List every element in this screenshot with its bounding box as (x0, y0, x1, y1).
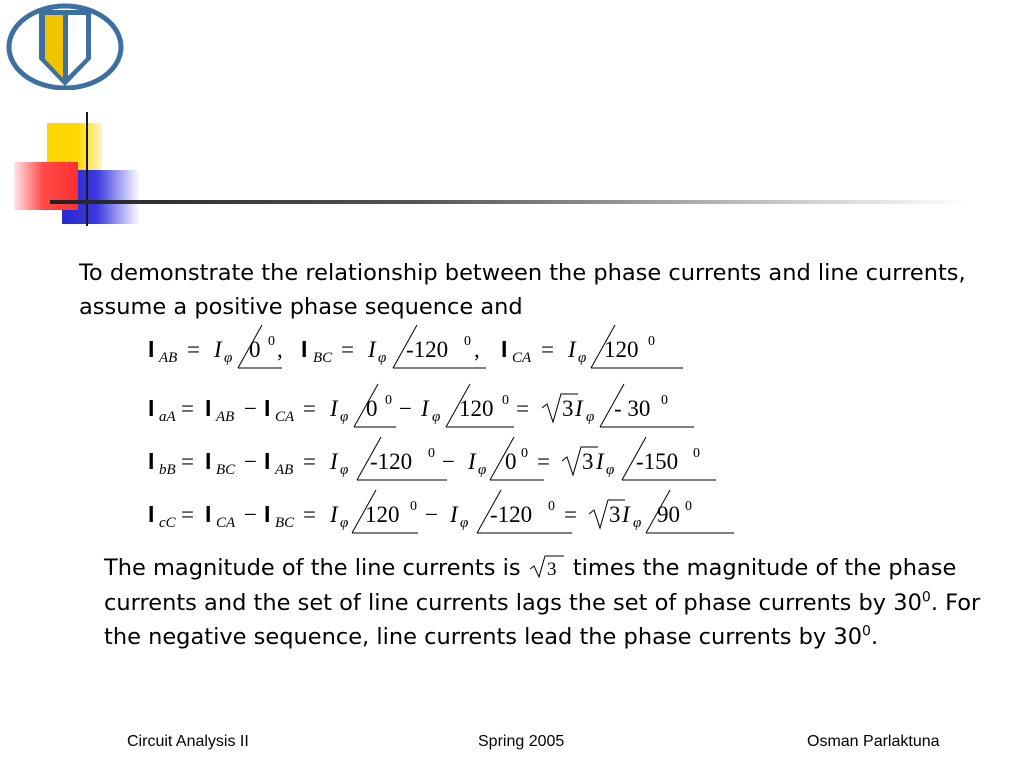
phase-current-symbol: I (330, 502, 338, 527)
equals-sign: = (303, 449, 316, 474)
result-angle: -150 (636, 449, 679, 474)
angle-1-value: -120 (370, 449, 413, 474)
operand-2-subscript: CA (275, 409, 295, 425)
phase-current-symbol: I (596, 449, 604, 474)
operand-2-subscript: BC (275, 515, 295, 531)
phase-ca-symbol: I (501, 336, 508, 362)
phase-ca-subscript: CA (512, 350, 532, 366)
line-cC-subscript: cC (159, 515, 176, 531)
equals-sign: = (516, 396, 529, 421)
degree-superscript: 0 (862, 623, 871, 640)
degree-superscript: 0 (693, 446, 700, 461)
para-text-2: times the magnitude of the phase currents and the set of line currents lags the set of phase currents by 30 (104, 555, 957, 616)
degree-superscript: 0 (521, 446, 528, 461)
line-aA-symbol: I (148, 395, 155, 421)
phase-subscript: φ (340, 515, 349, 531)
result-angle: - 30 (614, 396, 651, 421)
degree-superscript: 0 (648, 334, 655, 349)
phase-bc-subscript: BC (313, 350, 333, 366)
phase-subscript: φ (432, 409, 441, 425)
phase-ca-angle: 120 (604, 337, 639, 362)
sqrt-radicand: 3 (609, 502, 621, 527)
result-angle: 90 (657, 502, 680, 527)
phase-current-equations (148, 325, 683, 368)
intro-paragraph: To demonstrate the relationship between the phase currents and line currents, assume a positive phase sequence and (79, 260, 966, 320)
footer-author: Osman Parlaktuna (807, 733, 940, 750)
phase-ab-angle: 0 (249, 337, 261, 362)
operand-symbol: I (264, 501, 271, 527)
degree-superscript: 0 (428, 446, 435, 461)
degree-superscript: 0 (385, 393, 392, 408)
minus-sign: − (442, 449, 455, 474)
equals-sign: = (181, 449, 194, 474)
para-text-1: The magnitude of the line currents is (104, 555, 521, 581)
separator: , (277, 337, 283, 362)
operand-symbol: I (264, 448, 271, 474)
phase-subscript: φ (633, 515, 642, 531)
phase-subscript: φ (340, 409, 349, 425)
para-text-3: . For the negative sequence, line currents lead the phase currents by 30 (104, 589, 981, 650)
degree-superscript: 0 (548, 499, 555, 514)
operand-2-subscript: AB (275, 462, 294, 478)
phase-current-symbol: I (330, 449, 338, 474)
degree-superscript: 0 (921, 589, 931, 605)
line-current-equation-bB (148, 437, 716, 480)
phase-subscript: φ (586, 409, 595, 425)
angle-1-value: 120 (365, 502, 400, 527)
minus-sign: − (425, 502, 438, 527)
line-bB-subscript: bB (159, 462, 176, 478)
phase-current-symbol: I (622, 502, 630, 527)
line-bB-symbol: I (148, 448, 155, 474)
operand-symbol: I (205, 501, 212, 527)
phase-current-symbol: I (568, 337, 576, 362)
phase-current-symbol: I (468, 449, 476, 474)
operand-symbol: I (264, 395, 271, 421)
equals-sign: = (181, 502, 194, 527)
phase-bc-symbol: I (301, 336, 308, 362)
phase-subscript: φ (378, 350, 387, 366)
operand-1-subscript: CA (216, 515, 236, 531)
equals-sign: = (181, 396, 194, 421)
degree-superscript: 0 (410, 499, 417, 514)
footer-term: Spring 2005 (478, 733, 565, 750)
degree-superscript: 0 (685, 499, 692, 514)
phase-subscript: φ (606, 462, 615, 478)
line-current-equation-cC (148, 490, 734, 533)
equals-sign: = (303, 396, 316, 421)
line-aA-subscript: aA (159, 409, 176, 425)
minus-sign: − (399, 396, 412, 421)
angle-2-value: -120 (490, 502, 533, 527)
line-current-equation-aA (148, 384, 694, 427)
phase-subscript: φ (478, 462, 487, 478)
phase-current-symbol: I (368, 337, 376, 362)
line-cC-symbol: I (148, 501, 155, 527)
phase-current-symbol: I (214, 337, 222, 362)
separator: , (474, 337, 480, 362)
operand-1-subscript: AB (216, 409, 235, 425)
phase-ab-subscript: AB (159, 350, 178, 366)
sqrt-radicand: 3 (582, 449, 594, 474)
equals-sign: = (541, 337, 554, 362)
degree-superscript: 0 (268, 334, 275, 349)
equals-sign: = (537, 449, 550, 474)
minus-sign: − (244, 396, 257, 421)
sqrt-radicand: 3 (562, 396, 574, 421)
phase-current-symbol: I (575, 396, 583, 421)
para-text-4: . (870, 624, 879, 650)
degree-superscript: 0 (502, 393, 509, 408)
sqrt-three-icon (528, 554, 566, 578)
angle-2-value: 120 (459, 396, 494, 421)
degree-superscript: 0 (661, 393, 668, 408)
explanation-paragraph (104, 551, 984, 655)
phase-subscript: φ (460, 515, 469, 531)
angle-1-value: 0 (366, 396, 378, 421)
operand-symbol: I (205, 448, 212, 474)
operand-symbol: I (205, 395, 212, 421)
phase-ab-symbol: I (148, 336, 155, 362)
degree-superscript: 0 (464, 334, 471, 349)
phase-subscript: φ (578, 350, 587, 366)
phase-current-symbol: I (421, 396, 429, 421)
phase-current-symbol: I (450, 502, 458, 527)
phase-subscript: φ (340, 462, 349, 478)
footer-course: Circuit Analysis II (127, 733, 249, 750)
equals-sign: = (341, 337, 354, 362)
equals-sign: = (564, 502, 577, 527)
svg-text:3: 3 (546, 559, 557, 578)
equals-sign: = (187, 337, 200, 362)
phase-current-symbol: I (330, 396, 338, 421)
minus-sign: − (244, 502, 257, 527)
minus-sign: − (244, 449, 257, 474)
equals-sign: = (303, 502, 316, 527)
phase-subscript: φ (224, 350, 233, 366)
phase-bc-angle: -120 (406, 337, 449, 362)
operand-1-subscript: BC (216, 462, 236, 478)
angle-2-value: 0 (505, 449, 517, 474)
